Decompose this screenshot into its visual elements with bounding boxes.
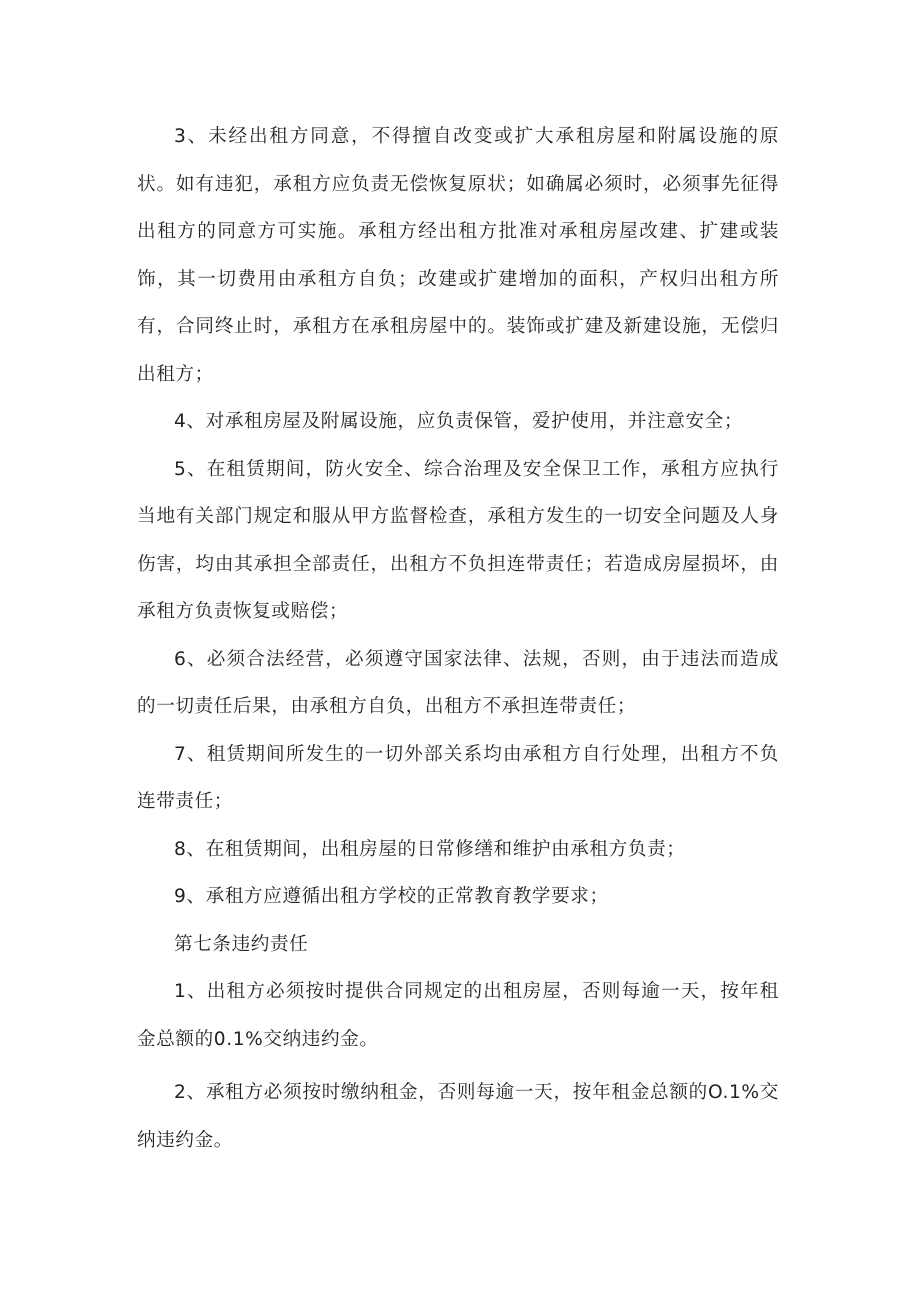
clause-5-paragraph: 5、在租赁期间，防火安全、综合治理及安全保卫工作，承租方应执行当地有关部门规定和服从甲方监督检查，承租方发生的一切安全问题及人身伤害，均由其承担全部责任，出租方不负担连带责任；若造成房屋损坏，由承租方负责恢复或赔偿； <box>137 458 779 622</box>
clause-4-paragraph: 4、对承租房屋及附属设施，应负责保管，爱护使用，并注意安全； <box>174 411 744 432</box>
clause-9-paragraph: 9、承租方应遵循出租方学校的正常教育教学要求； <box>174 886 609 907</box>
clause-3-paragraph: 3、未经出租方同意，不得擅自改变或扩大承租房屋和附属设施的原状。如有违犯，承租方应负责无偿恢复原状；如确属必须时，必须事先征得出租方的同意方可实施。承租方经出租方批准对承租房屋改建、扩建或装饰，其一切费用由承租方自负；改建或扩建增加的面积，产权归出租方所有，合同终止时，承租方在承租房屋中的。装饰或扩建及新建设施，无偿归出租方； <box>137 126 779 385</box>
document-body <box>137 113 779 1164</box>
breach-clause-2-paragraph: 2、承租方必须按时缴纳租金，否则每逾一天，按年租金总额的O.1%交纳违约金。 <box>137 1082 779 1151</box>
clause-6-paragraph: 6、必须合法经营，必须遵守国家法律、法规，否则，由于违法而造成的一切责任后果，由承租方自负，出租方不承担连带责任； <box>137 648 779 717</box>
clause-8-paragraph: 8、在租赁期间，出租房屋的日常修缮和维护由承租方负责； <box>174 838 686 860</box>
section-heading-breach-liability: 第七条违约责任 <box>174 933 309 955</box>
breach-clause-1-paragraph: 1、出租方必须按时提供合同规定的出租房屋，否则每逾一天，按年租金总额的0.1%交纳违约金。 <box>137 981 779 1050</box>
clause-7-paragraph: 7、租赁期间所发生的一切外部关系均由承租方自行处理，出租方不负连带责任； <box>137 743 779 812</box>
